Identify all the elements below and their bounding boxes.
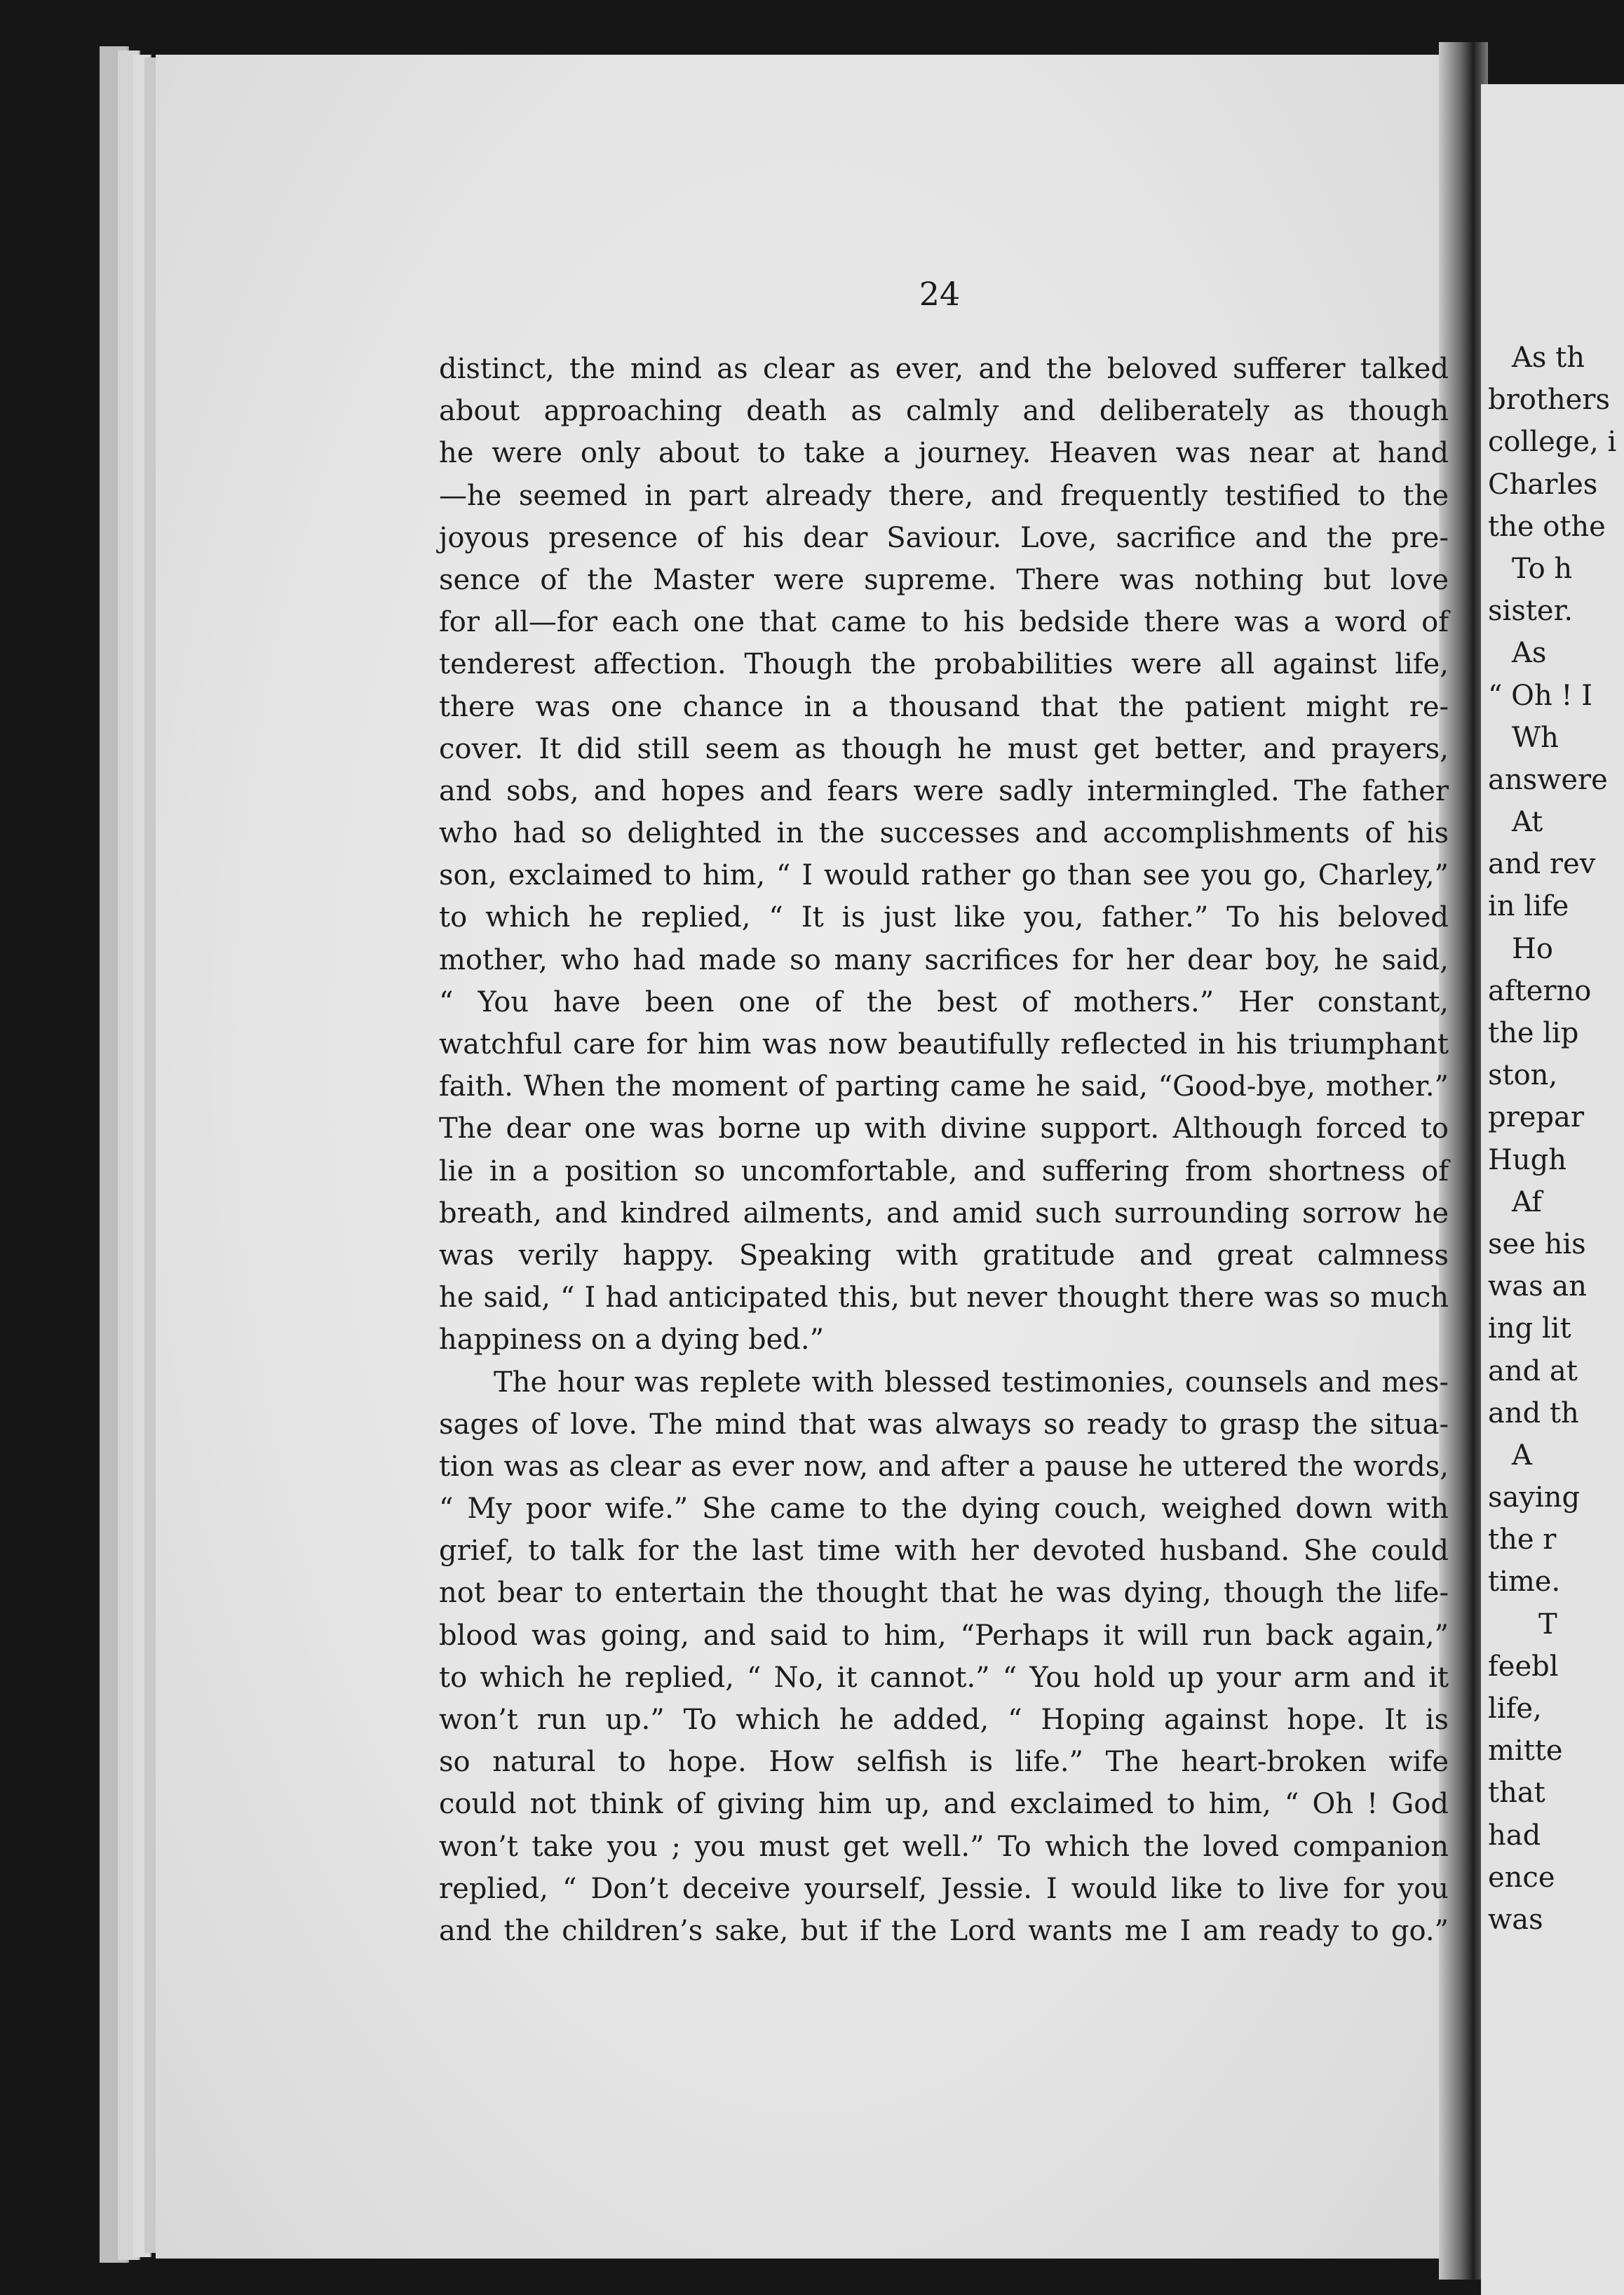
text-line: watchful care for him was now beautifully reflected in his triumphant <box>439 1028 1449 1061</box>
facing-text-line: ing lit <box>1488 1312 1571 1345</box>
text-line: distinct, the mind as clear as ever, and the beloved sufferer talked <box>439 353 1449 385</box>
facing-text-line: see his <box>1488 1227 1586 1260</box>
facing-text-line: answere <box>1488 763 1608 796</box>
text-line: who had so delighted in the successes and accomplishments of his <box>439 817 1449 850</box>
facing-text-line: At <box>1512 806 1543 839</box>
text-line: cover. It did still seem as though he must get better, and prayers, <box>439 732 1449 765</box>
facing-text-line: and at <box>1488 1354 1578 1387</box>
facing-text-line: sister. <box>1488 595 1574 628</box>
text-line: was verily happy. Speaking with gratitude and great calmness <box>439 1239 1449 1272</box>
text-line: “ My poor wife.” She came to the dying couch, weighed down with <box>439 1493 1449 1526</box>
text-line: grief, to talk for the last time with her devoted husband. She could <box>439 1535 1449 1568</box>
facing-text-line: ston, <box>1488 1059 1558 1092</box>
text-line: and sobs, and hopes and fears were sadly intermingled. The father <box>439 774 1449 807</box>
text-line: “ You have been one of the best of mothers.” Her constant, <box>439 985 1449 1018</box>
body-text <box>439 348 1449 1952</box>
facing-text-line: mitte <box>1488 1735 1563 1768</box>
facing-text-line: Hugh <box>1488 1143 1567 1176</box>
text-line: The hour was replete with blessed testimonies, counsels and mes- <box>494 1366 1449 1399</box>
text-line: and the children’s sake, but if the Lord wants me I am ready to go.” <box>439 1914 1449 1947</box>
text-line: replied, “ Don’t deceive yourself, Jessie. I would like to live for you <box>439 1872 1449 1905</box>
facing-text-line: brothers <box>1488 384 1610 417</box>
facing-text-line: the r <box>1488 1523 1557 1556</box>
text-line: not bear to entertain the thought that he was dying, though the life- <box>439 1577 1449 1610</box>
facing-text-line: time. <box>1488 1566 1561 1599</box>
facing-text-line: the othe <box>1488 510 1606 543</box>
facing-text-line: Ho <box>1512 932 1553 965</box>
facing-text-line: afterno <box>1488 974 1592 1007</box>
facing-text-line: had <box>1488 1819 1541 1852</box>
facing-text-line: As th <box>1512 342 1585 374</box>
text-line: son, exclaimed to him, “ I would rather go than see you go, Charley,” <box>439 859 1449 892</box>
text-line: breath, and kindred ailments, and amid such surrounding sorrow he <box>439 1197 1449 1230</box>
text-line: won’t take you ; you must get well.” To which the loved companion <box>439 1830 1449 1863</box>
text-line: he were only about to take a journey. Heaven was near at hand <box>439 437 1449 470</box>
facing-text-line: was an <box>1488 1270 1587 1303</box>
text-line: The dear one was borne up with divine support. Although forced to <box>439 1112 1449 1145</box>
text-line: happiness on a dying bed.” <box>439 1324 825 1357</box>
text-line: for all—for each one that came to his bedside there was a word of <box>439 606 1449 639</box>
facing-text-line: that <box>1488 1777 1545 1810</box>
text-line: could not think of giving him up, and exclaimed to him, “ Oh ! God <box>439 1788 1449 1821</box>
facing-text-line: Af <box>1512 1185 1542 1218</box>
text-line: to which he replied, “ It is just like you, father.” To his beloved <box>439 901 1449 934</box>
facing-text-line: life, <box>1488 1692 1542 1725</box>
facing-text-line: Wh <box>1512 721 1559 754</box>
text-line: blood was going, and said to him, “Perhaps it will run back again,” <box>439 1619 1449 1652</box>
facing-text-line: “ Oh ! I <box>1488 679 1593 712</box>
facing-text-line: and th <box>1488 1396 1579 1429</box>
facing-page-text <box>1488 337 1624 1941</box>
text-line: joyous presence of his dear Saviour. Love, sacrifice and the pre- <box>439 521 1449 554</box>
facing-text-line: and rev <box>1488 848 1596 881</box>
facing-text-line: prepar <box>1488 1101 1584 1134</box>
text-line: there was one chance in a thousand that the patient might re- <box>439 690 1449 723</box>
text-line: —he seemed in part already there, and frequently testified to the <box>439 479 1449 512</box>
text-line: faith. When the moment of parting came he said, “Good-bye, mother.” <box>439 1070 1449 1103</box>
text-line: tion was as clear as ever now, and after a pause he uttered the words, <box>439 1450 1449 1483</box>
facing-text-line: college, i <box>1488 426 1617 459</box>
text-line: he said, “ I had anticipated this, but never thought there was so much <box>439 1281 1449 1314</box>
facing-text-line: feebl <box>1488 1650 1559 1683</box>
facing-text-line: saying <box>1488 1481 1581 1514</box>
facing-text-line: A <box>1512 1439 1532 1472</box>
text-line: won’t run up.” To which he added, “ Hoping against hope. It is <box>439 1704 1449 1736</box>
facing-text-line: As <box>1512 637 1547 670</box>
facing-text-line: the lip <box>1488 1017 1579 1049</box>
facing-text-line: T <box>1538 1608 1557 1641</box>
facing-text-line: in life <box>1488 890 1569 923</box>
page-number: 24 <box>919 275 961 313</box>
facing-text-line: was <box>1488 1903 1543 1936</box>
text-line: sages of love. The mind that was always so ready to grasp the situa- <box>439 1408 1449 1441</box>
text-line: to which he replied, “ No, it cannot.” “ You hold up your arm and it <box>439 1661 1449 1694</box>
text-line: sence of the Master were supreme. There was nothing but love <box>439 563 1449 596</box>
text-line: tenderest affection. Though the probabilities were all against life, <box>439 648 1449 681</box>
text-line: lie in a position so uncomfortable, and suffering from shortness of <box>439 1155 1449 1187</box>
facing-text-line: Charles <box>1488 468 1598 501</box>
text-line: so natural to hope. How selfish is life.” The heart-broken wife <box>439 1746 1449 1779</box>
text-line: mother, who had made so many sacrifices for her dear boy, he said, <box>439 943 1449 976</box>
facing-text-line: ence <box>1488 1861 1555 1894</box>
text-line: about approaching death as calmly and deliberately as though <box>439 395 1449 428</box>
facing-text-line: To h <box>1512 552 1573 585</box>
